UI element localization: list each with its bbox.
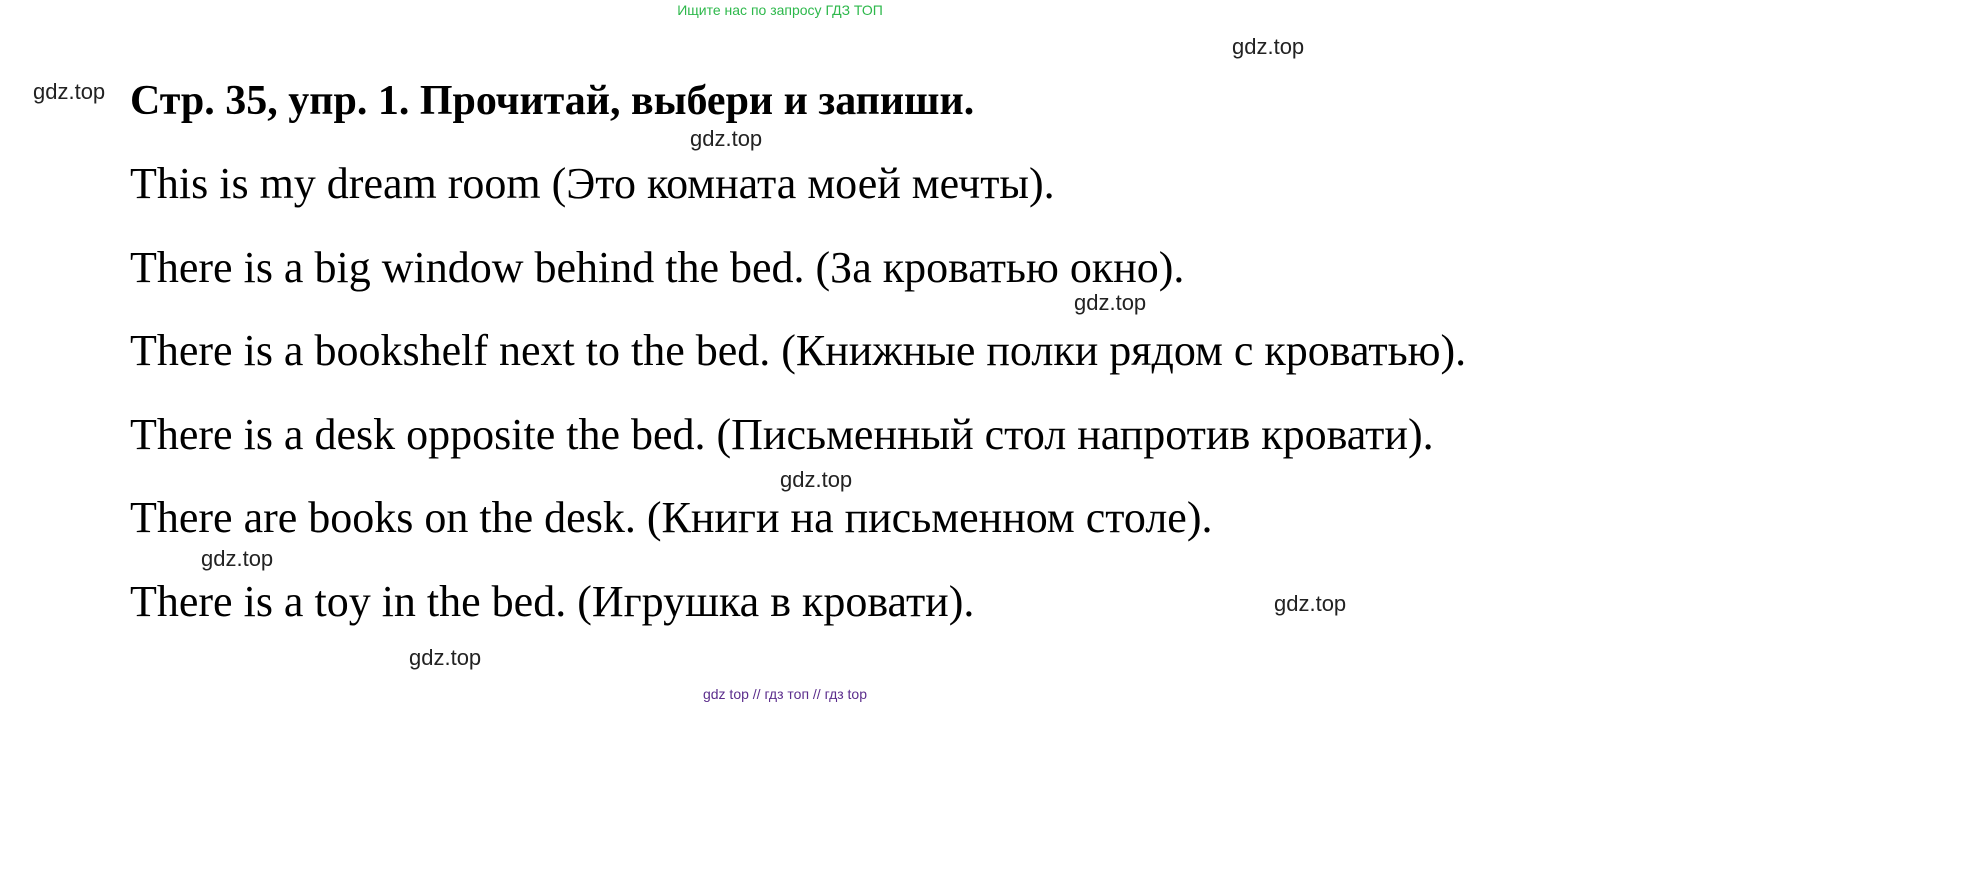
watermark: gdz.top	[1274, 591, 1347, 616]
exercise-heading: Стр. 35, упр. 1. Прочитай, выбери и запиши.	[130, 78, 975, 124]
exercise-line: There are books on the desk. (Книги на письменном столе).	[130, 493, 1213, 542]
exercise-line: There is a bookshelf next to the bed. (Книжные полки рядом с кроватью).	[130, 326, 1467, 375]
search-banner: Ищите нас по запросу ГДЗ ТОП	[677, 2, 883, 18]
exercise-line: There is a desk opposite the bed. (Письменный стол напротив кровати).	[130, 410, 1434, 459]
footer-links: gdz top // гдз топ // гдз top	[702, 686, 868, 702]
watermark: gdz.top	[780, 467, 853, 492]
watermark: gdz.top	[690, 126, 763, 151]
exercise-line: There is a big window behind the bed. (За кроватью окно).	[130, 243, 1185, 292]
exercise-line: This is my dream room (Это комната моей мечты).	[130, 159, 1055, 208]
exercise-line: There is a toy in the bed. (Игрушка в кровати).	[130, 577, 975, 626]
watermark: gdz.top	[1074, 290, 1147, 315]
watermark: gdz.top	[201, 546, 274, 571]
watermark: gdz.top	[409, 645, 482, 670]
watermark: gdz.top	[1232, 34, 1305, 59]
watermark: gdz.top	[33, 79, 106, 104]
